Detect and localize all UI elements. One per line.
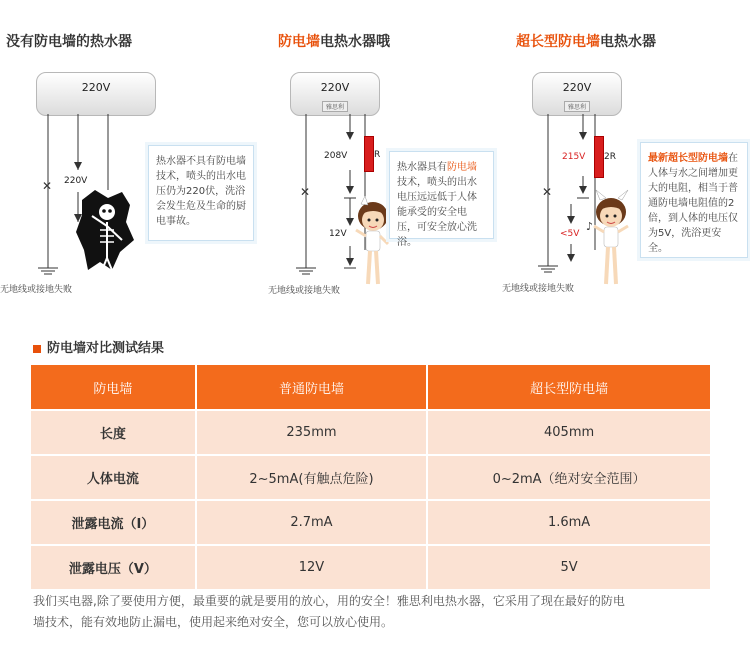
table-cell: 405mm [428,411,710,454]
table-row [31,456,710,499]
svg-text:✕: ✕ [300,185,311,199]
panel2-upper-voltage: 208V [324,151,348,161]
table-row [31,546,710,589]
table-header-row [31,365,710,409]
svg-text:✕: ✕ [542,185,553,199]
panel2-resistor-label: R [374,150,381,160]
panel3-title: 超长型防电墙电热水器 [516,34,656,50]
panel2-info-box: 热水器具有防电墙技术，喷头的出水电压远远低于人体能承受的安全电压，可安全放心洗浴。 [389,151,494,239]
table-cell: 5V [428,546,710,589]
svg-text:✕: ✕ [42,179,53,193]
row-label: 长度 [31,411,195,454]
table-cell: 2.7mA [197,501,426,544]
footer-line-1: 我们买电器,除了要使用方便，最重要的就是要用的放心，用的安全！雅思利电热水器，它采用了现在最好的防电 [33,594,625,608]
heater3-brand: 雅思利 [564,101,590,112]
panel2-title: 防电墙电热水器哦 [278,34,390,50]
panel1-mid-voltage: 220V [64,176,88,186]
panel3-circuit [0,0,750,320]
table-row [31,411,710,454]
orange-square-icon [33,345,41,353]
panel2-ground-caption: 无地线或接地失败 [268,286,341,296]
table-cell: 0~2mA（绝对安全范围） [428,456,710,499]
svg-text:♪: ♪ [586,220,594,233]
table-row [31,501,710,544]
footer-line-2: 墙技术，能有效地防止漏电，使用起来绝对安全，您可以放心使用。 [33,615,394,629]
panel1-info-box: 热水器不具有防电墙技术，喷头的出水电压仍为220伏，洗浴会发生危及生命的厨电事故。 [148,145,254,241]
header-cell: 防电墙 [31,365,195,409]
girl-figure-2 [594,190,628,284]
panel3-info-box: 最新超长型防电墙在人体与水之间增加更大的电阻，相当于普通防电墙电阻值的2倍，到人体的电压仅为5V，洗浴更安全。 [640,142,748,258]
row-label: 人体电流 [31,456,195,499]
table-cell: 1.6mA [428,501,710,544]
heater3-voltage: 220V [562,81,592,94]
header-cell: 超长型防电墙 [428,365,710,409]
header-cell: 普通防电墙 [197,365,426,409]
section-title: 防电墙对比测试结果 [33,337,164,356]
panel1-ground-caption: 无地线或接地失败 [0,285,73,295]
panel3-upper-voltage: 215V [562,152,586,162]
panel1-title: 没有防电墙的热水器 [6,34,132,50]
panel3-ground-caption: 无地线或接地失败 [502,284,575,294]
comparison-table [29,363,712,591]
heater2-brand: 雅思利 [322,101,348,112]
resistor-2r [594,136,604,178]
row-label: 泄露电压（V） [31,546,195,589]
heater1-voltage: 220V [81,81,111,94]
table-cell: 235mm [197,411,426,454]
panel2-lower-voltage: 12V [329,229,347,239]
heater2-voltage: 220V [320,81,350,94]
row-label: 泄露电流（I） [31,501,195,544]
footer-text [33,591,733,633]
panel3-lower-voltage: <5V [560,229,580,239]
table-cell: 12V [197,546,426,589]
panel3-resistor-label: 2R [604,152,616,162]
table-cell: 2~5mA(有触点危险) [197,456,426,499]
